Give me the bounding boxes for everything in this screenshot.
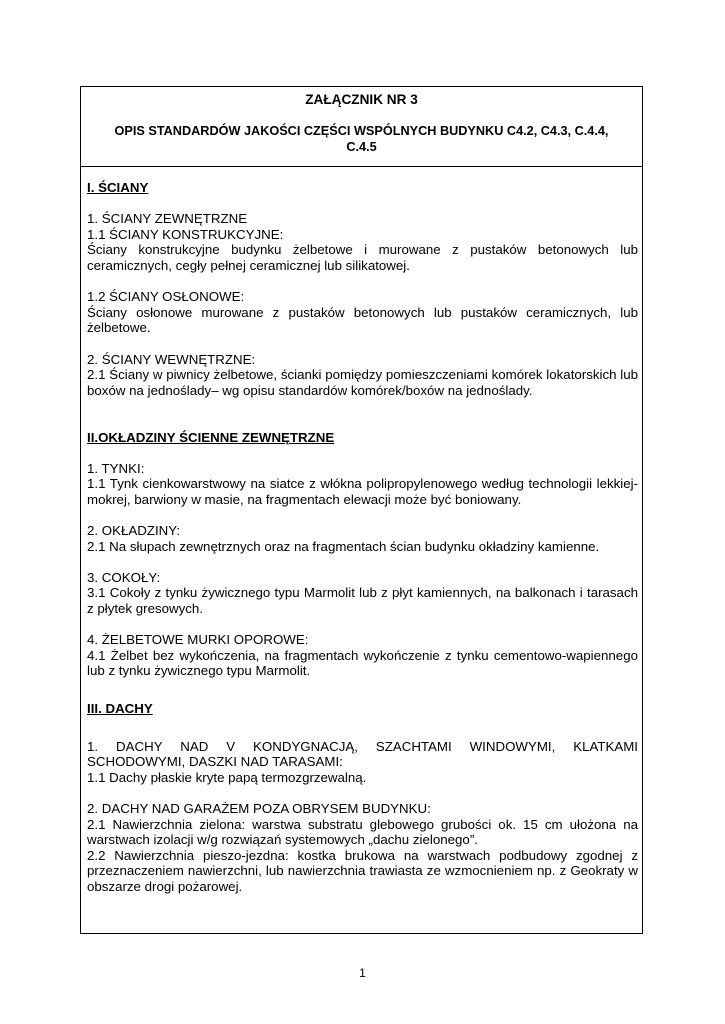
document-subtitle — [81, 123, 642, 155]
section-heading-walls: I. ŚCIANY — [87, 180, 149, 195]
subtitle-line-2: C.4.5 — [346, 140, 377, 154]
section-heading-roofs: III. DACHY — [87, 701, 153, 716]
paragraph: 3.1 Cokoły z tynku żywicznego typu Marmolit lub z płyt kamiennych, na balkonach i tarasach z płytek gresowych. — [87, 585, 638, 617]
section-heading-cladding: II.OKŁADZINY ŚCIENNE ZEWNĘTRZNE — [87, 429, 335, 445]
page-number: 1 — [359, 966, 366, 980]
paragraph: 1.1 Tynk cienkowarstwowy na siatce z włókna polipropylenowego według technologii lekkiej-mokrej, barwiony w masie, na fragmentach elewacji może być boniowany. — [87, 476, 638, 507]
paragraph: 2. ŚCIANY WEWNĘTRZNE: — [87, 351, 256, 367]
paragraph: 4. ŻELBETOWE MURKI OPOROWE: — [87, 632, 309, 648]
document-title: ZAŁĄCZNIK NR 3 — [305, 92, 418, 107]
paragraph: 2.1 Ściany w piwnicy żelbetowe, ścianki pomiędzy pomieszczeniami komórek lokatorskich lub boxów na jednoślady– wg opisu standardów komórek/boxów na jednoślady. — [87, 367, 638, 398]
subtitle-line-1: OPIS STANDARDÓW JAKOŚCI CZĘŚCI WSPÓLNYCH BUDYNKU C4.2, C4.3, C.4.4, — [114, 124, 609, 138]
paragraph: Ściany osłonowe murowane z pustaków betonowych lub pustaków ceramicznych, lub żelbetowe. — [87, 304, 638, 336]
paragraph: 1. ŚCIANY ZEWNĘTRZNE — [87, 211, 248, 227]
paragraph: 2. DACHY NAD GARAŻEM POZA OBRYSEM BUDYNKU: — [87, 800, 431, 816]
document-frame — [80, 86, 643, 934]
paragraph: 2. OKŁADZINY: — [87, 523, 181, 539]
paragraph: 1. TYNKI: — [87, 460, 145, 476]
paragraph: 2.2 Nawierzchnia pieszo-jezdna: kostka brukowa na warstwach podbudowy zgodnej z przeznaczeniem nawierzchni, lub nawierzchnia trawiasta ze wzmocnieniem np. z Geokraty w obszarze drogi pożarowej. — [87, 847, 638, 894]
document-header — [81, 87, 642, 167]
paragraph: 3. COKOŁY: — [87, 569, 161, 585]
paragraph: 2.1 Na słupach zewnętrznych oraz na fragmentach ścian budynku okładziny kamienne. — [87, 538, 600, 554]
paragraph: 4.1 Żelbet bez wykończenia, na fragmentach wykończenie z tynku cementowo-wapiennego lub z tynku żywicznego typu Marmolit. — [87, 647, 638, 679]
paragraph: 2.1 Nawierzchnia zielona: warstwa substratu glebowego grubości ok. 15 cm ułożona na warstwach izolacji w/g rozwiązań systemowych „dachu zielonego”. — [87, 816, 638, 848]
paragraph: 1.1 Dachy płaskie kryte papą termozgrzewalną. — [87, 769, 367, 785]
paragraph: Ściany konstrukcyjne budynku żelbetowe i murowane z pustaków betonowych lub ceramicznych, cegły pełnej ceramicznej lub silikatowej. — [87, 242, 638, 273]
paragraph: 1.1 ŚCIANY KONSTRUKCYJNE: — [87, 226, 284, 242]
paragraph: 1. DACHY NAD V KONDYGNACJĄ, SZACHTAMI WINDOWYMI, KLATKAMI SCHODOWYMI, DASZKI NAD TARASAMI: — [87, 738, 638, 770]
document-body — [81, 167, 642, 895]
paragraph: 1.2 ŚCIANY OSŁONOWE: — [87, 289, 245, 305]
